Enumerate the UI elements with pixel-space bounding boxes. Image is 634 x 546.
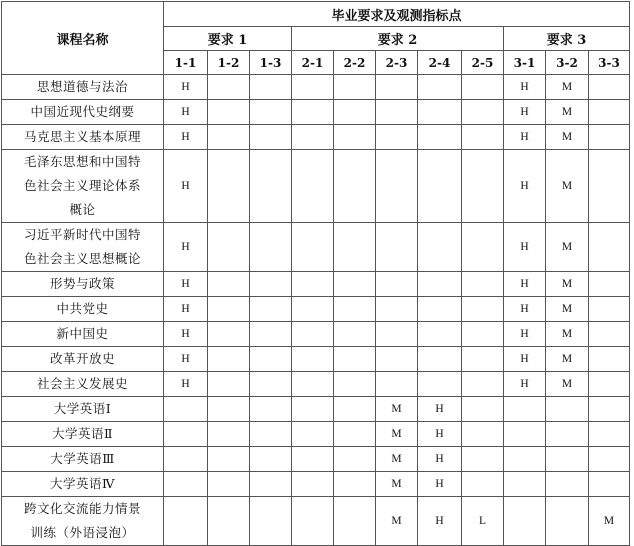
support-level-cell <box>376 75 418 100</box>
support-level-cell <box>334 422 376 447</box>
course-name-cell <box>2 297 164 322</box>
table-row <box>2 322 630 347</box>
support-level-cell <box>250 223 292 272</box>
code-header: 2-2 <box>334 51 376 75</box>
support-level-cell <box>334 347 376 372</box>
support-level-cell: M <box>546 347 589 372</box>
support-level-cell: H <box>164 75 208 100</box>
course-name-line: 中国近现代史纲要 <box>30 104 135 119</box>
support-level-cell <box>462 100 504 125</box>
course-name-line: 大学英语Ⅳ <box>50 476 115 491</box>
support-level-cell <box>334 150 376 223</box>
course-name-line: 改革开放史 <box>49 351 115 366</box>
course-name-line: 概论 <box>69 202 96 217</box>
support-level-cell <box>546 397 589 422</box>
curriculum-matrix-table <box>1 1 630 546</box>
course-name-line: 跨文化交流能力情景 <box>23 501 141 516</box>
support-level-cell <box>250 497 292 546</box>
support-level-cell <box>208 75 250 100</box>
support-level-cell: H <box>504 150 546 223</box>
support-level-cell <box>589 447 630 472</box>
support-level-cell <box>208 150 250 223</box>
course-name-line: 思想道德与法治 <box>36 79 128 94</box>
support-level-cell <box>334 125 376 150</box>
support-level-cell <box>376 150 418 223</box>
support-level-cell <box>292 497 334 546</box>
support-level-cell <box>208 347 250 372</box>
support-level-cell <box>334 497 376 546</box>
support-level-cell <box>376 322 418 347</box>
group-header-1: 要求 1 <box>164 27 292 51</box>
support-level-cell: M <box>546 75 589 100</box>
support-level-cell: M <box>546 125 589 150</box>
support-level-cell: H <box>418 422 462 447</box>
support-level-cell <box>208 422 250 447</box>
support-level-cell: H <box>164 372 208 397</box>
support-level-cell <box>462 322 504 347</box>
course-name-line: 大学英语Ⅰ <box>53 401 112 416</box>
course-name-cell <box>2 447 164 472</box>
support-level-cell: M <box>546 372 589 397</box>
course-name-line: 形势与政策 <box>49 276 115 291</box>
support-level-cell <box>164 397 208 422</box>
requirements-title: 毕业要求及观测指标点 <box>164 2 630 27</box>
support-level-cell <box>589 322 630 347</box>
support-level-cell <box>376 297 418 322</box>
table-row <box>2 497 630 546</box>
support-level-cell <box>376 347 418 372</box>
support-level-cell <box>334 322 376 347</box>
support-level-cell <box>250 447 292 472</box>
course-name-line: 大学英语Ⅱ <box>52 426 113 441</box>
support-level-cell <box>376 223 418 272</box>
course-name-line: 习近平新时代中国特 <box>23 227 141 242</box>
support-level-cell: M <box>546 100 589 125</box>
support-level-cell <box>334 223 376 272</box>
support-level-cell <box>546 422 589 447</box>
course-name-line: 训练（外语浸泡） <box>30 525 135 540</box>
support-level-cell <box>418 297 462 322</box>
support-level-cell <box>462 347 504 372</box>
course-name-cell <box>2 397 164 422</box>
support-level-cell: H <box>504 347 546 372</box>
support-level-cell <box>504 472 546 497</box>
support-level-cell <box>250 372 292 397</box>
table-row <box>2 472 630 497</box>
support-level-cell: M <box>376 422 418 447</box>
course-name-line: 色社会主义理论体系 <box>23 178 141 193</box>
support-level-cell: M <box>546 150 589 223</box>
support-level-cell <box>250 272 292 297</box>
group-header-2: 要求 2 <box>292 27 504 51</box>
support-level-cell: H <box>504 322 546 347</box>
support-level-cell: M <box>376 447 418 472</box>
support-level-cell: M <box>376 472 418 497</box>
table-row <box>2 150 630 223</box>
support-level-cell <box>292 372 334 397</box>
support-level-cell <box>589 347 630 372</box>
support-level-cell <box>250 150 292 223</box>
support-level-cell <box>334 447 376 472</box>
table-row <box>2 372 630 397</box>
support-level-cell: M <box>376 397 418 422</box>
support-level-cell <box>208 322 250 347</box>
support-level-cell: H <box>504 75 546 100</box>
support-level-cell <box>334 100 376 125</box>
support-level-cell <box>208 497 250 546</box>
support-level-cell <box>334 472 376 497</box>
support-level-cell <box>462 397 504 422</box>
support-level-cell: M <box>376 497 418 546</box>
support-level-cell <box>418 150 462 223</box>
support-level-cell <box>418 372 462 397</box>
support-level-cell: H <box>504 272 546 297</box>
course-name-cell <box>2 272 164 297</box>
support-level-cell <box>546 472 589 497</box>
support-level-cell <box>208 372 250 397</box>
support-level-cell: H <box>164 100 208 125</box>
support-level-cell <box>250 125 292 150</box>
support-level-cell <box>250 100 292 125</box>
course-name-line: 中共党史 <box>56 301 109 316</box>
support-level-cell: M <box>546 272 589 297</box>
support-level-cell <box>334 397 376 422</box>
support-level-cell <box>292 472 334 497</box>
code-header: 1-2 <box>208 51 250 75</box>
support-level-cell <box>546 497 589 546</box>
support-level-cell <box>292 297 334 322</box>
support-level-cell <box>208 297 250 322</box>
support-level-cell <box>292 322 334 347</box>
support-level-cell: H <box>504 372 546 397</box>
code-header: 2-5 <box>462 51 504 75</box>
support-level-cell <box>250 422 292 447</box>
support-level-cell <box>589 397 630 422</box>
course-name-cell <box>2 75 164 100</box>
course-name-cell <box>2 125 164 150</box>
support-level-cell <box>292 447 334 472</box>
support-level-cell: L <box>462 497 504 546</box>
support-level-cell <box>334 297 376 322</box>
support-level-cell <box>418 223 462 272</box>
support-level-cell: H <box>504 100 546 125</box>
course-name-cell <box>2 322 164 347</box>
support-level-cell <box>589 223 630 272</box>
support-level-cell: H <box>504 223 546 272</box>
course-name-line: 新中国史 <box>56 326 109 341</box>
support-level-cell: H <box>418 397 462 422</box>
course-name-cell <box>2 100 164 125</box>
support-level-cell <box>250 322 292 347</box>
support-level-cell: H <box>504 297 546 322</box>
support-level-cell: H <box>418 447 462 472</box>
support-level-cell <box>504 497 546 546</box>
support-level-cell <box>589 422 630 447</box>
code-header: 2-1 <box>292 51 334 75</box>
support-level-cell <box>418 347 462 372</box>
support-level-cell <box>250 75 292 100</box>
support-level-cell <box>462 297 504 322</box>
support-level-cell: M <box>546 223 589 272</box>
support-level-cell: H <box>504 125 546 150</box>
support-level-cell: H <box>164 297 208 322</box>
support-level-cell <box>462 223 504 272</box>
support-level-cell <box>462 372 504 397</box>
support-level-cell <box>504 422 546 447</box>
table-row <box>2 347 630 372</box>
support-level-cell <box>334 75 376 100</box>
table-row <box>2 75 630 100</box>
support-level-cell <box>292 422 334 447</box>
support-level-cell <box>208 272 250 297</box>
support-level-cell <box>418 322 462 347</box>
support-level-cell <box>292 272 334 297</box>
code-header: 3-1 <box>504 51 546 75</box>
course-name-cell <box>2 372 164 397</box>
support-level-cell <box>462 447 504 472</box>
support-level-cell <box>376 100 418 125</box>
support-level-cell <box>589 372 630 397</box>
support-level-cell <box>208 472 250 497</box>
support-level-cell <box>292 100 334 125</box>
course-name-cell <box>2 347 164 372</box>
course-name-cell <box>2 150 164 223</box>
matrix-body <box>2 75 630 546</box>
support-level-cell <box>208 447 250 472</box>
support-level-cell: M <box>546 322 589 347</box>
support-level-cell <box>589 272 630 297</box>
support-level-cell <box>164 472 208 497</box>
support-level-cell <box>164 422 208 447</box>
support-level-cell <box>250 347 292 372</box>
support-level-cell <box>164 447 208 472</box>
code-header: 1-1 <box>164 51 208 75</box>
support-level-cell <box>589 125 630 150</box>
support-level-cell <box>418 100 462 125</box>
table-row <box>2 297 630 322</box>
group-header-3: 要求 3 <box>504 27 630 51</box>
support-level-cell: H <box>418 472 462 497</box>
course-name-line: 社会主义发展史 <box>36 376 128 391</box>
code-header: 3-3 <box>589 51 630 75</box>
support-level-cell <box>589 150 630 223</box>
support-level-cell: M <box>589 497 630 546</box>
table-row <box>2 422 630 447</box>
support-level-cell: M <box>546 297 589 322</box>
support-level-cell <box>589 297 630 322</box>
support-level-cell <box>418 75 462 100</box>
course-name-header: 课程名称 <box>2 2 164 75</box>
support-level-cell <box>546 447 589 472</box>
code-header: 2-4 <box>418 51 462 75</box>
support-level-cell <box>334 272 376 297</box>
support-level-cell <box>208 125 250 150</box>
course-name-line: 马克思主义基本原理 <box>23 129 141 144</box>
support-level-cell <box>250 297 292 322</box>
course-name-cell <box>2 422 164 447</box>
support-level-cell <box>418 272 462 297</box>
course-name-line: 毛泽东思想和中国特 <box>23 154 141 169</box>
support-level-cell <box>504 397 546 422</box>
support-level-cell: H <box>164 347 208 372</box>
course-name-line: 色社会主义思想概论 <box>23 251 141 266</box>
support-level-cell: H <box>164 125 208 150</box>
support-level-cell <box>462 75 504 100</box>
support-level-cell <box>418 125 462 150</box>
support-level-cell <box>376 125 418 150</box>
table-row <box>2 272 630 297</box>
support-level-cell <box>462 272 504 297</box>
support-level-cell <box>376 272 418 297</box>
support-level-cell: H <box>164 223 208 272</box>
support-level-cell <box>589 75 630 100</box>
code-header: 2-3 <box>376 51 418 75</box>
support-level-cell <box>334 372 376 397</box>
course-name-line: 大学英语Ⅲ <box>50 451 115 466</box>
code-header: 1-3 <box>250 51 292 75</box>
support-level-cell <box>462 472 504 497</box>
support-level-cell <box>292 150 334 223</box>
course-name-cell <box>2 223 164 272</box>
support-level-cell <box>164 497 208 546</box>
course-name-cell <box>2 472 164 497</box>
support-level-cell: H <box>164 322 208 347</box>
table-row <box>2 447 630 472</box>
support-level-cell <box>250 397 292 422</box>
support-level-cell <box>292 397 334 422</box>
support-level-cell <box>292 347 334 372</box>
support-level-cell <box>208 223 250 272</box>
support-level-cell <box>292 223 334 272</box>
support-level-cell <box>504 447 546 472</box>
support-level-cell <box>208 100 250 125</box>
support-level-cell <box>589 100 630 125</box>
table-row <box>2 125 630 150</box>
support-level-cell <box>208 397 250 422</box>
support-level-cell <box>292 75 334 100</box>
support-level-cell: H <box>418 497 462 546</box>
support-level-cell <box>589 472 630 497</box>
code-header: 3-2 <box>546 51 589 75</box>
support-level-cell: H <box>164 150 208 223</box>
support-level-cell: H <box>164 272 208 297</box>
support-level-cell <box>250 472 292 497</box>
support-level-cell <box>462 150 504 223</box>
support-level-cell <box>376 372 418 397</box>
course-name-cell <box>2 497 164 546</box>
support-level-cell <box>462 125 504 150</box>
support-level-cell <box>292 125 334 150</box>
table-row <box>2 397 630 422</box>
table-row <box>2 100 630 125</box>
table-row <box>2 223 630 272</box>
support-level-cell <box>462 422 504 447</box>
